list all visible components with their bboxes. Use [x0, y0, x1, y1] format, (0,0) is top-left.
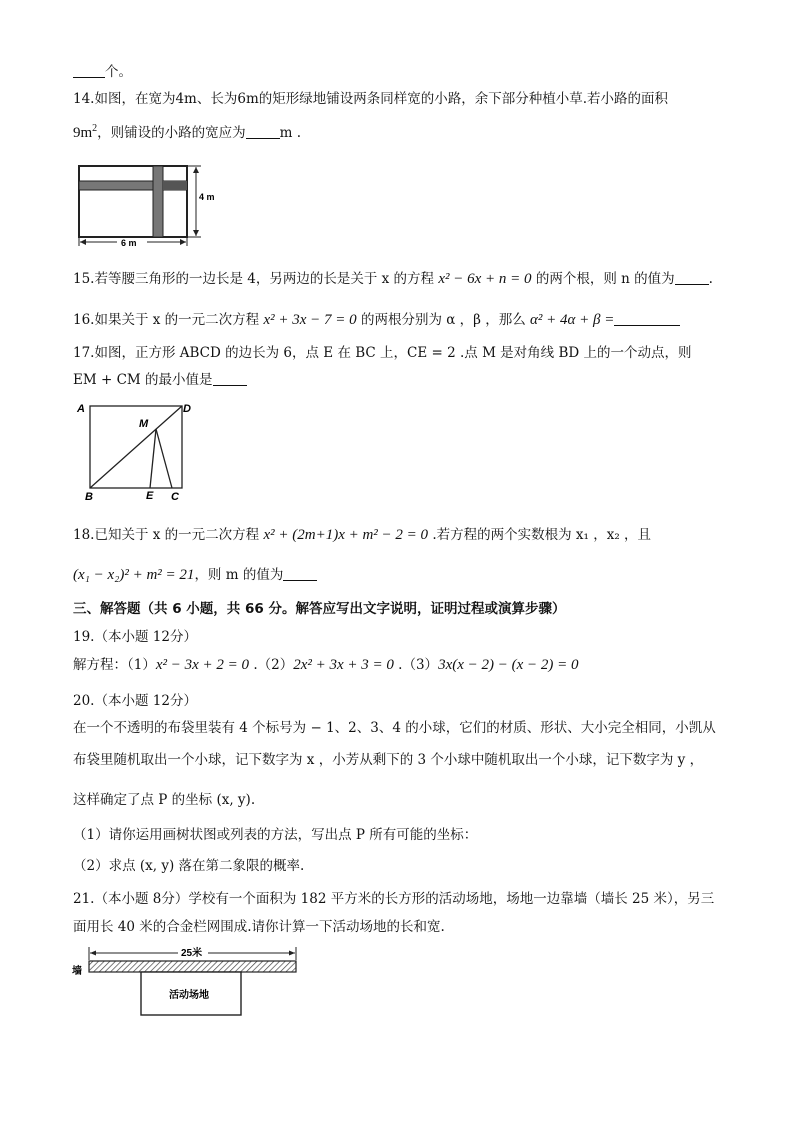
q14-line2-text: ，则铺设的小路的宽应为	[97, 125, 246, 141]
q21-wall-label: 墙	[72, 966, 82, 977]
q18-line1-suffix: .若方程的两个实数根为 x₁ ，x₂ ，且	[428, 527, 652, 543]
q14-figure	[73, 160, 223, 248]
q17-label-c: C	[171, 491, 179, 503]
q16-middle: 的两根分别为 α ，β ，那么	[356, 312, 531, 328]
q15-line: 15.若等腰三角形的一边长是 4，另两边的长是关于 x 的方程 x² − 6x + n = 0 的两个根，则 n 的值为 .	[73, 271, 713, 287]
q14-path-extension	[163, 181, 187, 190]
q20-part2: （2）求点 (x, y) 落在第二象限的概率.	[73, 858, 305, 874]
q18-line2-suffix: ，则 m 的值为	[194, 567, 284, 583]
q18-line2	[73, 566, 317, 584]
q17-line2	[73, 371, 247, 389]
q17-label-m: M	[139, 418, 149, 430]
q21-wall	[89, 961, 296, 972]
section-3-title: 三、解答题（共 6 小题，共 66 分。解答应写出文字说明，证明过程或演算步骤）	[73, 601, 566, 617]
answer-blank	[614, 312, 680, 326]
q15-equation: x² − 6x + n = 0	[438, 271, 532, 287]
q16-equation: x² + 3x − 7 = 0	[263, 312, 357, 328]
q19-equations	[73, 656, 579, 674]
q19-sep-3: .（3）	[393, 657, 439, 673]
q21-line2: 面用长 40 米的合金栏网围成.请你计算一下活动场地的长和宽.	[73, 919, 445, 935]
q17-label-d: D	[183, 403, 191, 415]
q21-figure	[70, 944, 310, 1019]
q20-line1: 在一个不透明的布袋里装有 4 个标号为 − 1、2、3、4 的小球，它们的材质、形状、大小完全相同，小凯从	[73, 720, 716, 736]
q20-line3: 这样确定了点 P 的坐标 (x, y).	[73, 792, 256, 808]
prev-question-tail	[73, 63, 132, 81]
q14-unit: m .	[279, 125, 302, 141]
q19-header: 19.（本小题 12分）	[73, 629, 197, 645]
answer-blank	[73, 64, 105, 78]
q17-segment-mc	[156, 429, 172, 488]
q16-expr: α² + 4α + β =	[530, 312, 615, 328]
q19-sep-2: .（2）	[249, 657, 294, 673]
q16-line	[73, 311, 680, 329]
q19-equation-2: 2x² + 3x + 3 = 0	[293, 657, 394, 673]
q21-field-label: 活动场地	[169, 990, 209, 1001]
q20-header: 20.（本小题 12分）	[73, 693, 197, 709]
q17-segment-me	[150, 429, 156, 488]
q19-prefix: 解方程：（1）	[73, 657, 156, 673]
q15-prefix: 15.若等腰三角形的一边长是 4，另两边的长是关于 x 的方程	[73, 271, 439, 287]
tail-text: 个。	[105, 64, 132, 80]
q17-label-a: A	[77, 403, 85, 415]
q18-equation: x² + (2m+1)x + m² − 2 = 0	[263, 527, 429, 543]
answer-blank	[675, 271, 709, 285]
q21-line1: 21.（本小题 8分）学校有一个面积为 182 平方米的长方形的活动场地，场地一边靠墙（墙长 25 米），另三	[73, 891, 715, 907]
q17-label-e: E	[146, 490, 154, 502]
q19-equation-1: x² − 3x + 2 = 0	[155, 657, 250, 673]
q14-area-exp: 2	[92, 123, 98, 134]
q18-condition: (x₁ − x₂)² + m² = 21	[73, 567, 195, 583]
q14-line1: 14.如图，在宽为4m、长为6m的矩形绿地铺设两条同样宽的小路，余下部分种植小草.若小路的面积	[73, 91, 669, 107]
q17-label-b: B	[85, 491, 93, 503]
q14-rect	[79, 166, 187, 237]
q21-length-label: 25米	[181, 948, 203, 959]
q17-line2-text: EM + CM 的最小值是	[73, 372, 213, 388]
answer-blank	[213, 372, 247, 386]
q15-suffix: 的两个根，则 n 的值为	[531, 271, 675, 287]
answer-blank	[283, 567, 317, 581]
q14-vertical-path	[153, 166, 163, 237]
answer-blank	[246, 125, 280, 139]
q20-part1: （1）请你运用画树状图或列表的方法，写出点 P 所有可能的坐标：	[73, 827, 478, 843]
q19-equation-3: 3x(x − 2) − (x − 2) = 0	[438, 657, 579, 673]
q20-line2: 布袋里随机取出一个小球，记下数字为 x ，小芳从剩下的 3 个小球中随机取出一个小球，记下数字为 y ，	[73, 752, 704, 768]
q14-area-value: 9m	[73, 125, 93, 141]
q14-length-label: 6 m	[121, 238, 137, 248]
q14-line2	[73, 124, 301, 142]
q17-line1: 17.如图，正方形 ABCD 的边长为 6，点 E 在 BC 上，CE = 2 .点 M 是对角线 BD 上的一个动点，则	[73, 345, 692, 361]
q14-width-label: 4 m	[199, 192, 215, 202]
q18-prefix: 18.已知关于 x 的一元二次方程	[73, 527, 264, 543]
q18-line1	[73, 526, 651, 544]
q17-figure	[73, 396, 203, 504]
q16-prefix: 16.如果关于 x 的一元二次方程	[73, 312, 264, 328]
